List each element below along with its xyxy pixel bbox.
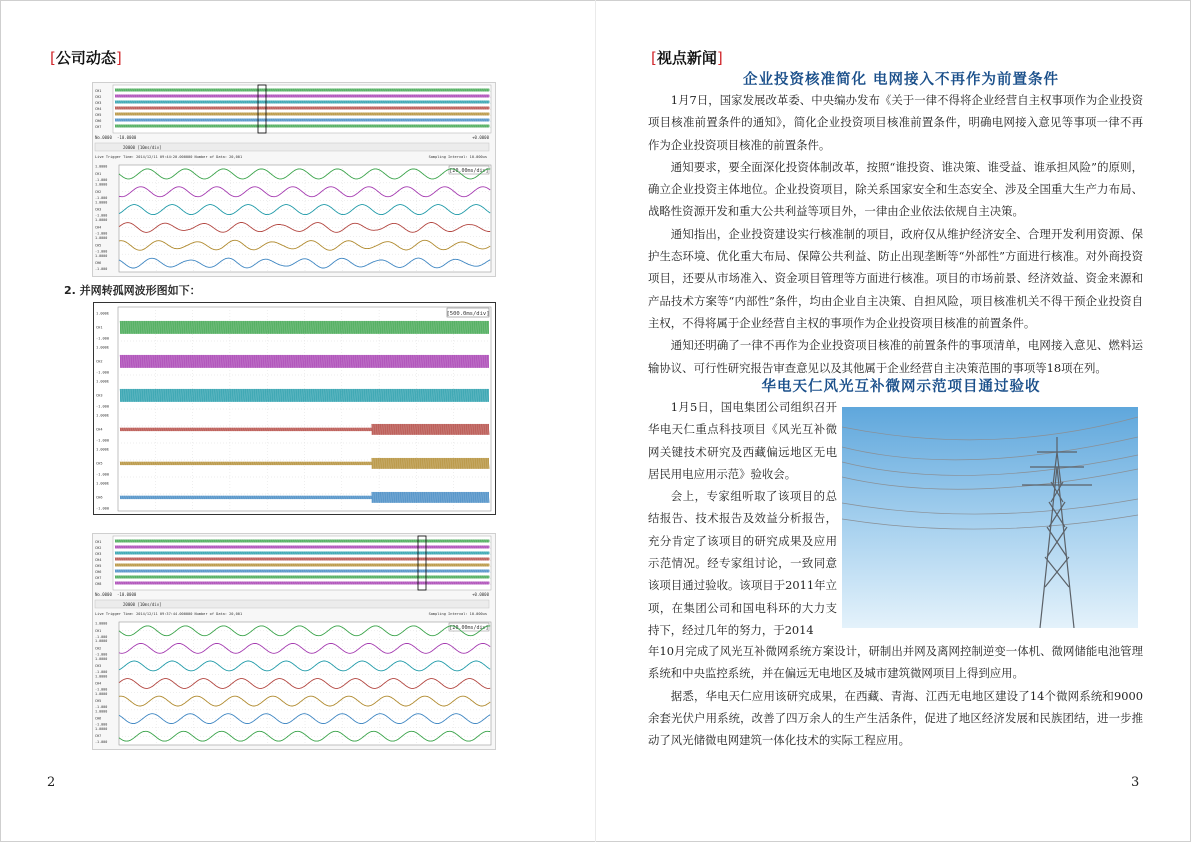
footer-left: No.0000 [95,135,112,140]
channel-label: CH7 [95,734,102,739]
channel-label: CH4 [95,681,102,686]
channel-label: CH6 [96,495,103,500]
axis-label: 1.0000 [95,674,108,679]
channel-label: CH2 [95,546,102,550]
channel-label: CH6 [95,119,102,123]
channel-label: CH3 [95,207,102,212]
top-scope-waveforms [93,83,495,276]
channel-label: CH5 [95,113,102,117]
channel-label: CH4 [95,558,102,562]
article1-paragraph: 通知指出，企业投资建设实行核准制的项目，政府仅从维护经济安全、合理开发利用资源、保护生态环境、优化重大布局、保障公共利益、防止出现垄断等“外部性”方面进行核准。对外商投资项目，还要从市场准入、资金项目管理等方面进行核准。项目的市场前景、经济效益、资金来源和产品技术方案等“内部性”条件，均由企业自主决策、自担风险，项目核准机关不得干预企业投资自主权，不得将属于企业经营自主权的事项作为企业投资项目核准的前置条件。 [648,226,1143,330]
axis-label: -1.000 [96,404,109,409]
article1-headline: 企业投资核准简化 电网接入不再作为前置条件 [742,72,1060,88]
subheading: 2. 并网转孤网波形图如下： [64,284,201,297]
channel-label: CH5 [95,243,102,248]
article2-paragraph: 据悉，华电天仁应用该研究成果，在西藏、青海、江西无电地区建设了14个微网系统和9000余套光伏户用系统，改善了四万余人的生产生活条件，促进了地区经济发展和民族团结，进一步推动了风光储微电网建筑一体化技术的实际工程应用。 [648,688,1143,748]
axis-label: 1.0000 [95,182,108,187]
channel-label: CH1 [95,628,102,633]
footer-left: No.0000 [95,592,112,597]
islanding-waveforms [94,303,495,514]
channel-label: CH1 [96,325,103,330]
timescale-label: [20.00ms/div] [449,625,489,631]
channel-label: CH5 [96,461,103,466]
channel-label: CH7 [95,125,102,129]
axis-label: 1.0000 [95,656,108,661]
axis-label: -1.000 [95,652,108,657]
axis-label: -1.000 [96,506,109,511]
axis-label: 1.0000 [95,200,108,205]
article1-body [648,89,1143,379]
timescale-label: [20.00ms/div] [449,168,489,174]
axis-label: -1.000 [95,687,108,692]
trigger-info: Live Trigger Time: 2014/12/11 09:44:20.000000 Number of Data: 20,001 [95,155,243,159]
footer-right: +0.0000 [472,592,489,597]
channel-label: CH8 [95,582,102,586]
axis-label: -1.000 [95,669,108,674]
channel-label: CH5 [95,564,102,568]
article2-paragraph: 1月5日，国电集团公司组织召开华电天仁重点科技项目《风光互补微网关键技术研究及西藏偏远地区无电居民用电应用示范》验收会。 [648,400,837,481]
axis-label: -1.000 [95,705,108,710]
axis-label: -1.000 [95,213,108,218]
channel-label: CH2 [95,95,102,99]
channel-label: CH4 [95,225,102,230]
channel-label: CH6 [95,716,102,721]
article2-full-body [648,640,1143,751]
axis-label: -1.000 [96,336,109,341]
channel-label: CH1 [95,171,102,176]
article1-paragraph: 1月7日，国家发展改革委、中央编办发布《关于一律不得将企业经营自主权事项作为企业投资项目核准前置条件的通知》，简化企业投资项目核准前置条件，明确电网接入意见等事项一律不再作为企业投资项目核准的前置条件。 [648,93,1143,152]
right-section-title: [视点新闻] [651,49,723,67]
footer-mid: -10.0000 [117,592,137,597]
axis-label: 1.000E [96,413,109,418]
article2-paragraph: 年10月完成了风光互补微网系统方案设计，研制出并网及离网控制逆变一体机、微网储能电池管理系统和中央监控系统，并在偏远无电地区及城市建筑微网项目上得到应用。 [648,644,1143,681]
top-scope-panel [92,82,496,277]
trigger-info: Live Trigger Time: 2014/12/11 09:37:44.000000 Number of Data: 20,001 [95,612,243,616]
axis-label: 1.000E [96,311,109,316]
article1-paragraph: 通知要求，要全面深化投资体制改革，按照“谁投资、谁决策、谁受益、谁承担风险”的原则，确立企业投资主体地位。企业投资项目，除关系国家安全和生态安全、涉及全国重大生产力布局、战略性资源开发和重大公共利益等项目外，一律由企业依法依规自主决策。 [648,159,1143,219]
channel-label: CH2 [95,189,102,194]
bottom-scope-waveforms [93,534,495,749]
channel-label: CH3 [95,552,102,556]
mode-label: 20000 [10ms/div] [123,145,162,150]
right-page-number: 3 [1131,775,1140,790]
channel-label: CH1 [95,89,102,93]
article2-paragraph: 会上，专家组听取了该项目的总结报告、技术报告及效益分析报告，充分肯定了该项目的研究成果及应用示范情况。经专家组讨论，一致同意该项目通过验收。该项目于2011年立项，在集团公司和国电科环的大力支持下，经过几年的努力，于2014 [648,489,837,637]
axis-label: -1.000 [95,231,108,236]
axis-label: 1.0000 [95,691,108,696]
left-page-number: 2 [47,775,56,790]
axis-label: 1.0000 [95,621,108,626]
axis-label: 1.0000 [95,639,108,644]
spread-divider [595,0,596,842]
channel-label: CH4 [96,427,103,432]
channel-label: CH5 [95,699,102,704]
sampling-interval: Sampling Interval: 10.000us [428,155,487,159]
axis-label: 1.0000 [95,164,108,169]
axis-label: -1.000 [95,740,108,745]
footer-mid: -10.0000 [117,135,137,140]
axis-label: -1.000 [95,722,108,727]
transmission-tower-photo [842,407,1138,628]
channel-label: CH1 [95,540,102,544]
axis-label: -1.000 [95,267,108,272]
axis-label: -1.000 [95,178,108,183]
axis-label: 1.000E [96,379,109,384]
axis-label: 1.0000 [95,709,108,714]
axis-label: 1.000E [96,447,109,452]
axis-label: -1.000 [96,438,109,443]
axis-label: -1.000 [96,370,109,375]
channel-label: CH6 [95,261,102,266]
channel-label: CH3 [96,393,103,398]
channel-label: CH2 [95,646,102,651]
channel-label: CH3 [95,101,102,105]
channel-label: CH3 [95,663,102,668]
article1-paragraph: 通知还明确了一律不再作为企业投资项目核准的前置条件的事项清单，电网接入意见、燃料运输协议、可行性研究报告审查意见以及其他属于企业经营自主决策范围的事项等18项在列。 [648,338,1143,375]
channel-label: CH4 [95,107,102,111]
channel-label: CH2 [96,359,103,364]
left-section-title: [公司动态] [50,49,122,67]
axis-label: -1.000 [95,634,108,639]
footer-right: +0.0000 [472,135,489,140]
axis-label: 1.0000 [95,236,108,241]
axis-label: -1.000 [96,472,109,477]
sampling-interval: Sampling Interval: 10.000us [428,612,487,616]
mode-label: 20000 [10ms/div] [123,602,162,607]
bottom-scope-panel [92,533,496,750]
axis-label: 1.0000 [95,253,108,258]
article2-wrap-body [648,396,837,641]
axis-label: 1.000E [96,345,109,350]
axis-label: -1.000 [95,195,108,200]
axis-label: -1.000 [95,249,108,254]
axis-label: 1.0000 [95,218,108,223]
article2-headline: 华电天仁风光互补微网示范项目通过验收 [761,379,1041,395]
channel-label: CH6 [95,570,102,574]
timescale-label: [500.0ms/div] [446,311,490,317]
channel-label: CH7 [95,576,102,580]
axis-label: 1.0000 [95,727,108,732]
islanding-scope-panel [93,302,496,515]
axis-label: 1.000E [96,481,109,486]
